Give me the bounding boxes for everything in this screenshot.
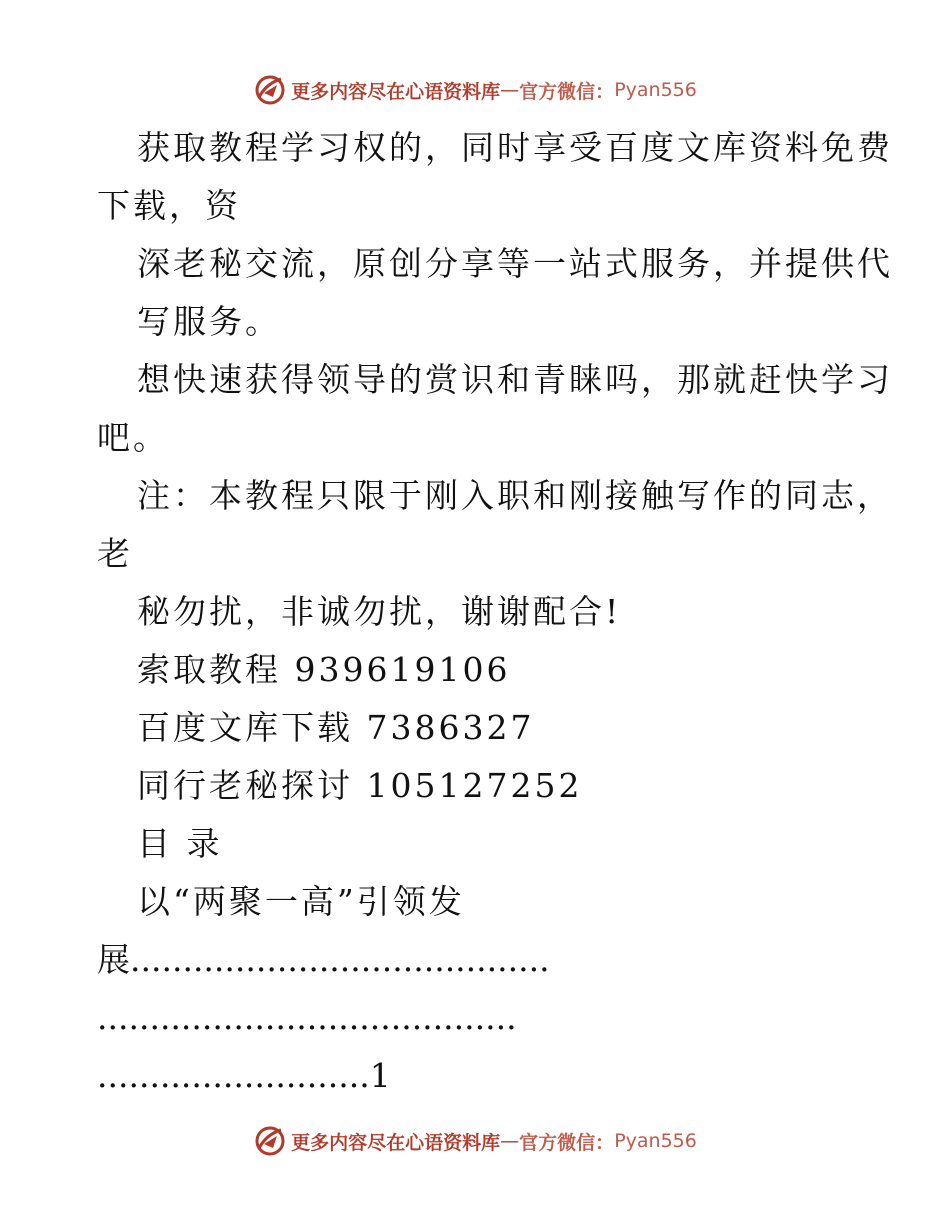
body-line: 吧。 xyxy=(97,418,169,457)
toc-heading: 目 录 xyxy=(137,824,223,863)
body-line: 想快速获得领导的赏识和青睐吗，那就赶快学习 xyxy=(137,360,893,399)
body-line: 老 xyxy=(97,534,133,573)
toc-leader-line-page: ..........................1 xyxy=(97,1056,391,1095)
banner-wechat-id: Pyan556 xyxy=(614,79,697,101)
banner-dash: — xyxy=(500,79,520,101)
body-line: 获取教程学习权的，同时享受百度文库资料免费 xyxy=(137,128,893,167)
banner-main-text: 更多内容尽在心语资料库 xyxy=(291,80,501,103)
body-line: 写服务。 xyxy=(137,302,281,341)
banner-prefix: 官方微信： xyxy=(519,1131,615,1154)
footer-banner xyxy=(0,1121,950,1161)
pen-logo-icon xyxy=(253,1124,287,1158)
body-line: 秘勿扰，非诚勿扰，谢谢配合! xyxy=(137,592,622,631)
body-line: 索取教程 939619106 xyxy=(137,650,511,689)
toc-leader-line: ........................................ xyxy=(97,998,517,1037)
toc-entry-title: 以“两聚一高”引领发 xyxy=(137,882,465,921)
body-line: 下载，资 xyxy=(97,186,241,225)
toc-leader-line: 展........................................ xyxy=(97,940,550,979)
banner-dash: — xyxy=(500,1130,520,1152)
banner-wechat-id: Pyan556 xyxy=(614,1130,697,1152)
header-banner xyxy=(0,70,950,110)
body-line: 深老秘交流，原创分享等一站式服务，并提供代 xyxy=(137,244,893,283)
body-line: 百度文库下载 7386327 xyxy=(137,708,535,747)
body-line: 注：本教程只限于刚入职和刚接触写作的同志， xyxy=(137,476,893,515)
banner-prefix: 官方微信： xyxy=(519,80,615,103)
pen-logo-icon xyxy=(253,73,287,107)
body-line: 同行老秘探讨 105127252 xyxy=(137,766,583,805)
banner-main-text: 更多内容尽在心语资料库 xyxy=(291,1131,501,1154)
